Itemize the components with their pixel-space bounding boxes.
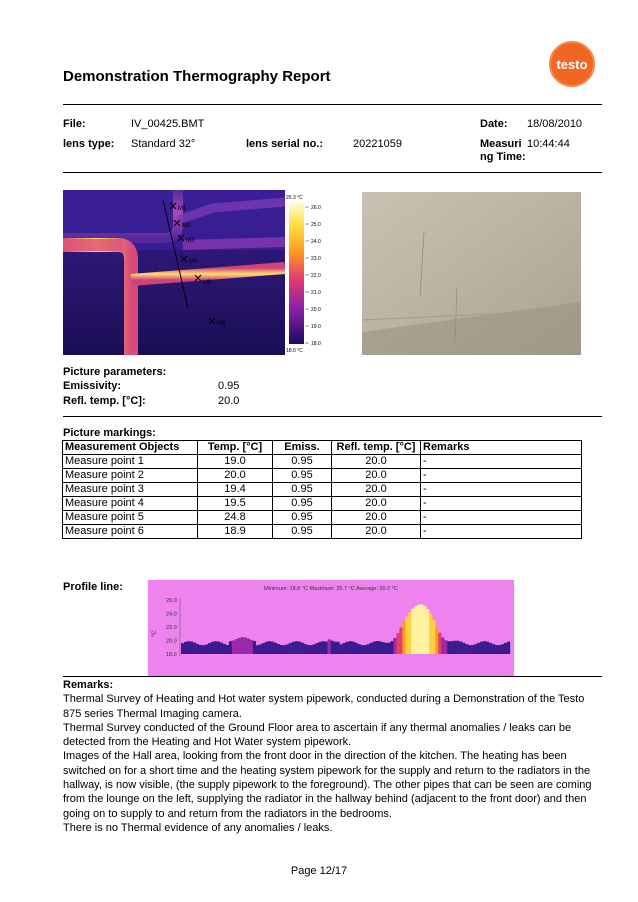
refl-temp-label: Refl. temp. [°C]: [63,395,146,407]
profile-bar [435,627,438,654]
svg-text:M3: M3 [186,238,195,244]
table-cell: 19.0 [198,455,273,469]
profile-bar [301,643,304,654]
profile-bar [474,644,477,654]
table-header-row [63,441,582,455]
profile-bar [456,641,459,654]
profile-bar [489,643,492,654]
profile-bar [184,642,187,654]
measuring-time-label-line2: ng Time: [480,151,526,163]
divider [63,676,602,677]
scale-tick-label: 19.0 [311,324,321,330]
measuring-time-value: 10:44:44 [527,138,570,150]
profile-bar [337,642,340,654]
date-value: 18/08/2010 [527,118,583,130]
lens-type-value: Standard 32° [131,138,196,150]
profile-bar [486,642,489,654]
column-header: Refl. temp. [°C] [332,441,421,455]
profile-y-unit: °C [152,630,158,637]
profile-bar [429,614,432,654]
profile-bar [507,642,510,654]
profile-bar [405,617,408,654]
table-cell: Measure point 1 [63,455,198,469]
profile-bar [202,645,205,654]
profile-bar [289,643,292,654]
profile-bar [220,643,223,654]
column-header: Measurement Objects [63,441,198,455]
table-cell: 20.0 [332,469,421,483]
profile-bar [190,641,193,654]
profile-bar [432,620,435,654]
profile-bar [181,643,184,654]
profile-bar [387,643,390,654]
profile-bar [351,642,354,654]
profile-bar [420,604,423,654]
profile-bar [450,641,453,654]
profile-bar [277,644,280,654]
profile-bar [283,645,286,654]
table-cell: 20.0 [332,511,421,525]
remarks-line: detected from the Heating and Hot Water system pipework. [63,736,352,749]
profile-bar [196,644,199,654]
profile-bar [343,643,346,654]
scale-tick-label: 23.0 [311,256,321,262]
picture-markings-heading: Picture markings: [63,427,156,439]
profile-bar [307,645,310,654]
profile-bar [414,606,417,654]
scale-tick-label: 18.0 [311,341,321,347]
profile-bar [393,638,396,654]
profile-bar [402,622,405,654]
profile-bar [331,641,334,654]
profile-tick-label: 24.0 [166,611,177,618]
profile-bar [498,645,501,654]
profile-tick-label: 22.0 [166,625,177,631]
profile-bar [483,641,486,654]
profile-bar [199,645,202,654]
profile-bar [328,639,331,654]
profile-bar [447,641,450,654]
table-cell: - [421,483,582,497]
page-number: Page 12/17 [290,865,348,877]
table-cell: 20.0 [332,525,421,539]
table-row [63,483,582,497]
scale-tick-label: 26.0 [311,205,321,211]
profile-bar [334,642,337,654]
profile-bar [226,645,229,654]
table-cell: 18.9 [198,525,273,539]
profile-bar [411,609,414,654]
profile-bar [462,643,465,654]
measuring-time-label-line1: Measuri [480,138,522,150]
profile-bar [292,642,295,654]
table-row [63,455,582,469]
scale-tick-label: 25.0 [311,222,321,228]
profile-bar [480,642,483,654]
profile-bar [471,645,474,654]
svg-text:M6: M6 [217,321,226,327]
table-cell: 0.95 [273,497,332,511]
scale-tick-label: 24.0 [311,239,321,245]
table-cell: - [421,469,582,483]
scale-max: 26.3 °C [286,195,303,201]
temperature-scale [286,190,346,355]
remarks-line: going on to supply to and return from the radiators in the bedrooms. [63,807,392,820]
profile-chart [148,580,514,676]
profile-bar [259,644,262,654]
svg-text:M4: M4 [189,259,198,265]
profile-bar [238,638,241,654]
profile-bar [235,639,238,654]
remarks-line: Thermal Survey of Heating and Hot water system pipework, conducted during a Demonstration of the Testo [63,693,585,706]
profile-bar [438,633,441,654]
table-cell: 0.95 [273,511,332,525]
table-cell: 20.0 [332,497,421,511]
profile-bar [444,640,447,654]
profile-bar [280,645,283,654]
scale-tick-label: 20.0 [311,307,321,313]
profile-bar [268,641,271,654]
profile-bar [408,612,411,654]
profile-bar [298,642,301,654]
table-cell: - [421,455,582,469]
profile-bar [354,643,357,654]
profile-bar [211,642,214,654]
profile-bar [459,641,462,654]
profile-bar [217,641,220,654]
profile-bar [208,643,211,654]
profile-bar [265,642,268,654]
scale-tick-label: 22.0 [311,273,321,279]
date-label: Date: [480,118,508,130]
table-cell: Measure point 6 [63,525,198,539]
profile-bar [492,644,495,654]
table-cell: 0.95 [273,525,332,539]
table-cell: - [421,525,582,539]
remarks-line: switched on for a short time and the heating system pipework for the supply and return to the radiators in the [63,764,591,777]
profile-bar [360,645,363,654]
profile-bar [313,644,316,654]
remarks-line: from the lounge on the left, supplying the radiator in the hallway behind (adjacent to the front door) and then [63,793,587,806]
profile-bar [316,643,319,654]
profile-bar [357,644,360,654]
lens-serial-value: 20221059 [353,138,402,150]
remarks-section [63,678,603,835]
remarks-line: Thermal Survey conducted of the Ground Floor area to ascertain if any thermal anomalies / leaks can be [63,721,572,734]
lens-serial-label: lens serial no.: [246,138,324,150]
profile-tick-label: 26.0 [166,598,177,604]
profile-bar [384,643,387,654]
table-cell: 20.0 [198,469,273,483]
profile-bar [247,639,250,654]
profile-bar [468,645,471,654]
profile-bar [214,641,217,654]
emissivity-label: Emissivity: [63,380,122,392]
table-cell: 19.4 [198,483,273,497]
divider [63,416,602,417]
svg-text:M1: M1 [178,206,187,212]
profile-bar [322,641,325,654]
profile-bar [372,642,375,654]
table-cell: 20.0 [332,483,421,497]
profile-bar [477,643,480,654]
profile-bar [304,644,307,654]
table-cell: Measure point 4 [63,497,198,511]
table-cell: 19.5 [198,497,273,511]
column-header: Emiss. [273,441,332,455]
measuring-time-label [480,138,526,164]
profile-bar [271,642,274,654]
profile-bar [363,645,366,654]
profile-bar [262,643,265,654]
table-cell: Measure point 5 [63,511,198,525]
profile-bar [340,644,343,654]
profile-bar [253,641,256,654]
profile-bar [319,642,322,654]
profile-bar [381,642,384,654]
profile-bar [325,642,328,654]
profile-bar [241,637,244,654]
profile-bar [417,605,420,654]
table-row [63,511,582,525]
profile-bar [369,643,372,654]
remarks-line: There is no Thermal evidence of any anomalies / leaks. [63,821,333,834]
profile-bar [501,644,504,654]
profile-bar [310,645,313,654]
table-cell: 24.8 [198,511,273,525]
profile-bar [232,640,235,654]
column-header: Remarks [421,441,582,455]
thermal-image [63,190,285,355]
profile-bar [205,644,208,654]
profile-tick-label: 18.0 [166,652,177,658]
file-label: File: [63,118,86,130]
refl-temp-value: 20.0 [218,395,240,407]
profile-bar [346,642,349,654]
remarks-line: Images of the Hall area, looking from the front door in the direction of the kitchen. The heating has been [63,750,567,763]
profile-line-label: Profile line: [63,581,123,593]
scale-tick-label: 21.0 [311,290,321,296]
table-cell: - [421,511,582,525]
table-row [63,525,582,539]
profile-summary: Minimum: 18.8 °C Maximum: 25.7 °C Average: 20.2 °C [264,586,398,592]
profile-bar [256,645,259,654]
profile-bar [193,643,196,654]
profile-bar [399,628,402,654]
table-cell: 0.95 [273,469,332,483]
table-cell: Measure point 2 [63,469,198,483]
column-header: Temp. [°C] [198,441,273,455]
svg-text:M5: M5 [203,280,212,286]
profile-bar [390,641,393,654]
profile-bar [366,644,369,654]
profile-bar [348,641,351,654]
remarks-line: hallway, is now visible, (the supply pipework to the foreground). The other pipes that can be seen are coming [63,779,592,792]
table-cell: - [421,497,582,511]
profile-bar [495,645,498,654]
table-row [63,469,582,483]
profile-bar [441,637,444,654]
profile-bar [375,641,378,654]
profile-bar [295,641,298,654]
table-row [63,497,582,511]
profile-bar [286,644,289,654]
remarks-line: 875 series Thermal Imaging camera. [63,707,242,720]
picture-parameters-heading: Picture parameters: [63,366,167,378]
profile-tick-label: 20.0 [166,638,177,645]
profile-bar [396,633,399,654]
profile-bar [378,641,381,654]
profile-bar [229,641,232,654]
visual-photo [362,192,581,355]
profile-bar [453,641,456,654]
divider [63,104,602,105]
markings-table [62,440,582,539]
table-cell: 0.95 [273,483,332,497]
table-cell: 0.95 [273,455,332,469]
profile-bar [250,640,253,654]
testo-logo [548,40,596,88]
profile-bar [244,637,247,654]
table-cell: 20.0 [332,455,421,469]
svg-text:M2: M2 [182,223,191,229]
scale-min: 18.0 °C [286,348,303,354]
table-cell: Measure point 3 [63,483,198,497]
report-title: Demonstration Thermography Report [63,68,331,85]
logo-text: testo [556,57,588,72]
divider [63,172,602,173]
profile-bar [504,643,507,654]
lens-type-label: lens type: [63,138,115,150]
file-value: IV_00425.BMT [131,118,205,130]
profile-bar [274,643,277,654]
profile-bar [426,609,429,654]
emissivity-value: 0.95 [218,380,240,392]
profile-bar [187,641,190,654]
profile-bar [423,606,426,654]
remarks-heading: Remarks: [63,679,114,691]
profile-bar [223,644,226,654]
profile-bar [465,644,468,654]
